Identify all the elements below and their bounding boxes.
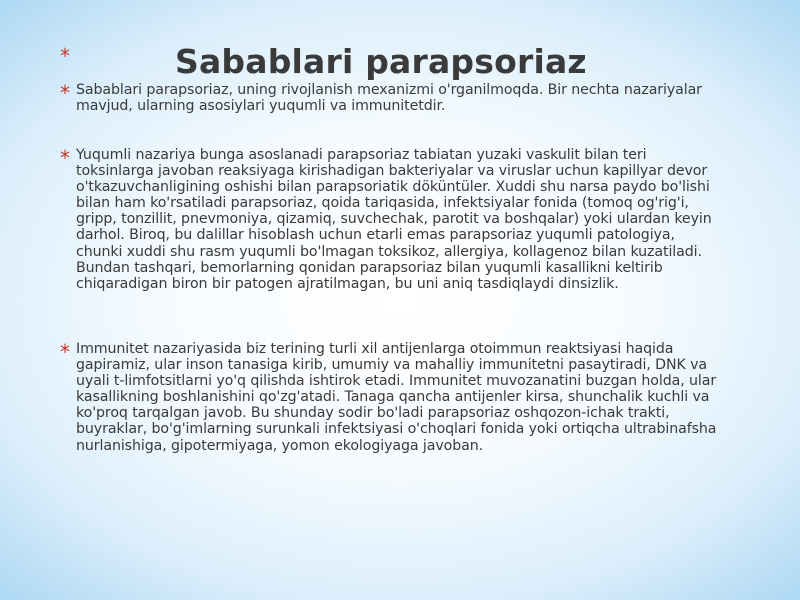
bullet-marker: * bbox=[60, 146, 70, 170]
bullet-paragraph-2 bbox=[60, 147, 720, 292]
bullet-paragraph-3 bbox=[60, 341, 720, 454]
title-row bbox=[60, 42, 760, 84]
bullet-paragraph-1 bbox=[60, 82, 720, 114]
bullet-marker: * bbox=[60, 44, 70, 68]
paragraph-text: Yuqumli nazariya bunga asoslanadi parapsoriaz tabiatan yuzaki vaskulit bilan teri toksinlarga javoban reaksiyaga kirishadigan bakteriyalar va viruslar uchun kapillyar devor o'tkazuvchanligining oshishi bilan parapsoriatik döküntüler. Xuddi shu narsa paydo bo'lishi bilan ham ko'rsatiladi parapsoriaz, qoida tariqasida, infektsiyalar fonida (tomoq og'rig'i, gripp, tonzillit, pnevmoniya, qizamiq, suvchechak, parotit va boshqalar) yoki ulardan keyin darhol. Biroq, bu dalillar hisoblash uchun etarli emas parapsoriaz yuqumli patologiya, chunki xuddi shu rasm yuqumli bo'lmagan toksikoz, allergiya, kollagenoz bilan kuzatiladi. Bundan tashqari, bemorlarning qonidan parapsoriaz bilan yuqumli kasallikni keltirib chiqaradigan biron bir patogen ajratilmagan, bu uni aniq tasdiqlaydi dinsizlik. bbox=[76, 147, 712, 292]
slide-title: Sabablari parapsoriaz bbox=[175, 42, 587, 81]
bullet-marker: * bbox=[60, 81, 70, 105]
paragraph-text: Sabablari parapsoriaz, uning rivojlanish mexanizmi o'rganilmoqda. Bir nechta nazariyalar mavjud, ularning asosiylari yuqumli va immunitetdir. bbox=[76, 82, 702, 115]
bullet-marker: * bbox=[60, 340, 70, 364]
paragraph-text: Immunitet nazariyasida biz terining turli xil antijenlarga otoimmun reaktsiyasi haqida gapiramiz, ular inson tanasiga kirib, umumiy va mahalliy immunitetni pasaytiradi, DNK va uyali t-limfotsitlarni yo'q qilishda ishtirok etadi. Immunitet muvozanatini buzgan holda, ular kasallikning boshlanishini qo'zg'atadi. Tanaga qancha antijenler kirsa, shunchalik kuchli va ko'proq tarqalgan javob. Bu shunday sodir bo'ladi parapsoriaz oshqozon-ichak trakti, buyraklar, bo'g'imlarning surunkali infektsiyasi o'choqlari fonida yoki ortiqcha ultrabinafsha nurlanishiga, gipotermiyaga, yomon ekologiyaga javoban. bbox=[76, 341, 717, 454]
